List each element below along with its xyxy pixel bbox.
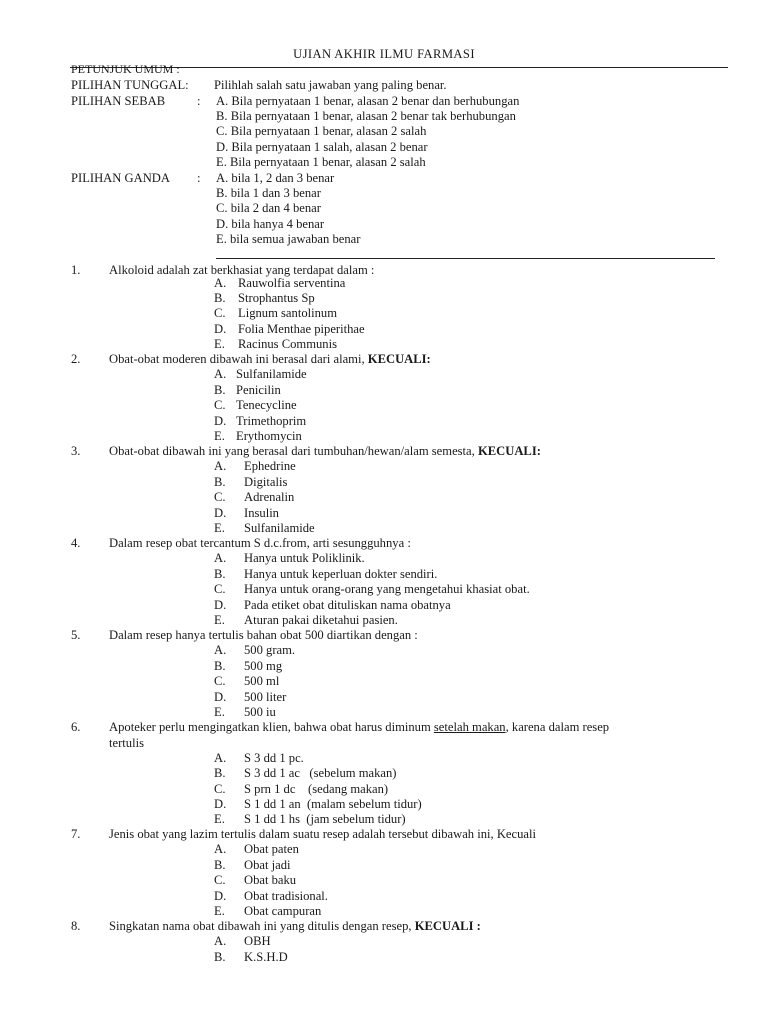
option-text: K.S.H.D [244,950,288,964]
sebab-option: D. Bila pernyataan 1 salah, alasan 2 benar [216,140,428,154]
pilihan-ganda-colon: : [197,171,201,185]
option-text: Hanya untuk keperluan dokter sendiri. [244,567,438,581]
question-text-main: Singkatan nama obat dibawah ini yang ditulis dengan resep, [109,919,415,933]
option-letter: B. [214,291,226,305]
option-text: Rauwolfia serventina [238,276,346,290]
question-number: 3. [71,444,81,458]
option-text: Obat jadi [244,858,291,872]
option-letter: C. [214,490,226,504]
option-text: S prn 1 dc (sedang makan) [244,782,389,796]
option-letter: E. [214,613,225,627]
option-letter: A. [214,643,227,657]
option-text: Obat campuran [244,904,322,918]
question-text-rest: , karena dalam resep [505,720,610,734]
option-text: Ephedrine [244,459,296,473]
sebab-option: A. Bila pernyataan 1 benar, alasan 2 benar dan berhubungan [216,94,520,108]
option-text: Pada etiket obat dituliskan nama obatnya [244,598,451,612]
option-letter: B. [214,475,226,489]
sebab-option: B. Bila pernyataan 1 benar, alasan 2 benar tak berhubungan [216,109,516,123]
option-text: Trimethoprim [236,414,307,428]
question-text-continued: tertulis [109,736,144,750]
option-letter: C. [214,582,226,596]
question-number: 4. [71,536,81,550]
option-letter: D. [214,797,227,811]
ganda-option: B. bila 1 dan 3 benar [216,186,321,200]
option-letter: A. [214,459,227,473]
option-text: S 1 dd 1 hs (jam sebelum tidur) [244,812,406,826]
instructions-rule [216,258,715,259]
option-text: OBH [244,934,271,948]
option-text: Folia Menthae piperithae [238,322,365,336]
question-text [109,720,609,735]
option-letter: D. [214,322,227,336]
sebab-option: C. Bila pernyataan 1 benar, alasan 2 salah [216,124,427,138]
pilihan-sebab-colon: : [197,94,201,108]
option-letter: B. [214,383,226,397]
option-text: Digitalis [244,475,288,489]
option-text: 500 gram. [244,643,296,657]
option-letter: C. [214,782,226,796]
option-text: 500 ml [244,674,280,688]
question-underlined: setelah makan [433,720,506,734]
option-letter: C. [214,674,226,688]
question-text-main: Apoteker perlu mengingatkan klien, bahwa obat harus diminum [109,720,434,734]
question-number: 5. [71,628,81,642]
option-text: S 3 dd 1 pc. [244,751,304,765]
option-text: 500 liter [244,690,287,704]
option-letter: E. [214,521,225,535]
option-text: Sulfanilamide [236,367,307,381]
option-text: Obat baku [244,873,297,887]
option-letter: E. [214,337,225,351]
option-letter: A. [214,551,227,565]
question-emphasis: KECUALI: [367,352,431,366]
question-emphasis: KECUALI: [477,444,541,458]
option-text: Penicilin [236,383,281,397]
option-text: Insulin [244,506,279,520]
question-text-main: Obat-obat moderen dibawah ini berasal dari alami, [109,352,368,366]
option-letter: E. [214,904,225,918]
option-text: Hanya untuk orang-orang yang mengetahui khasiat obat. [244,582,530,596]
question-emphasis: KECUALI : [414,919,481,933]
ganda-option: D. bila hanya 4 benar [216,217,325,231]
option-text: Obat paten [244,842,299,856]
option-text: Erythomycin [236,429,302,443]
option-letter: B. [214,766,226,780]
option-letter: A. [214,842,227,856]
question-text: Dalam resep hanya tertulis bahan obat 500 diartikan dengan : [109,628,418,642]
option-letter: C. [214,398,226,412]
option-letter: A. [214,934,227,948]
option-text: S 3 dd 1 ac (sebelum makan) [244,766,397,780]
ganda-option: A. bila 1, 2 dan 3 benar [216,171,335,185]
option-text: Obat tradisional. [244,889,328,903]
option-letter: C. [214,306,226,320]
question-text [109,919,481,934]
question-number: 8. [71,919,81,933]
option-letter: D. [214,414,227,428]
option-letter: B. [214,567,226,581]
document-title: UJIAN AKHIR ILMU FARMASI [293,47,475,61]
option-text: Hanya untuk Poliklinik. [244,551,365,565]
instructions-heading: PETUNJUK UMUM : [71,62,180,76]
question-number: 6. [71,720,81,734]
ganda-option: C. bila 2 dan 4 benar [216,201,321,215]
option-letter: D. [214,598,227,612]
option-letter: D. [214,690,227,704]
option-text: 500 mg [244,659,283,673]
option-letter: A. [214,751,227,765]
question-number: 2. [71,352,81,366]
question-text: Dalam resep obat tercantum S d.c.from, arti sesungguhnya : [109,536,411,550]
option-text: Adrenalin [244,490,295,504]
pilihan-sebab-label: PILIHAN SEBAB [71,94,166,108]
option-letter: B. [214,950,226,964]
question-number: 1. [71,263,81,277]
option-letter: C. [214,873,226,887]
option-text: Lignum santolinum [238,306,337,320]
option-letter: D. [214,506,227,520]
option-letter: B. [214,659,226,673]
option-text: Tenecycline [236,398,297,412]
option-text: Sulfanilamide [244,521,315,535]
pilihan-tunggal-text: Pilihlah salah satu jawaban yang paling benar. [214,78,447,92]
option-letter: D. [214,889,227,903]
question-text: Jenis obat yang lazim tertulis dalam suatu resep adalah tersebut dibawah ini, Kecuali [109,827,537,841]
pilihan-tunggal-label: PILIHAN TUNGGAL: [71,78,189,92]
option-letter: E. [214,705,225,719]
question-text: Alkoloid adalah zat berkhasiat yang terdapat dalam : [109,263,375,277]
option-text: Strophantus Sp [238,291,315,305]
option-text: S 1 dd 1 an (malam sebelum tidur) [244,797,422,811]
option-letter: A. [214,276,227,290]
option-letter: E. [214,812,225,826]
question-text [109,444,541,459]
option-letter: B. [214,858,226,872]
option-text: Aturan pakai diketahui pasien. [244,613,398,627]
sebab-option: E. Bila pernyataan 1 benar, alasan 2 salah [216,155,426,169]
option-letter: A. [214,367,227,381]
option-text: 500 iu [244,705,276,719]
option-letter: E. [214,429,225,443]
pilihan-ganda-label: PILIHAN GANDA [71,171,170,185]
option-text: Racinus Communis [238,337,338,351]
question-text [109,352,431,367]
question-text-main: Obat-obat dibawah ini yang berasal dari tumbuhan/hewan/alam semesta, [109,444,478,458]
ganda-option: E. bila semua jawaban benar [216,232,361,246]
question-number: 7. [71,827,81,841]
